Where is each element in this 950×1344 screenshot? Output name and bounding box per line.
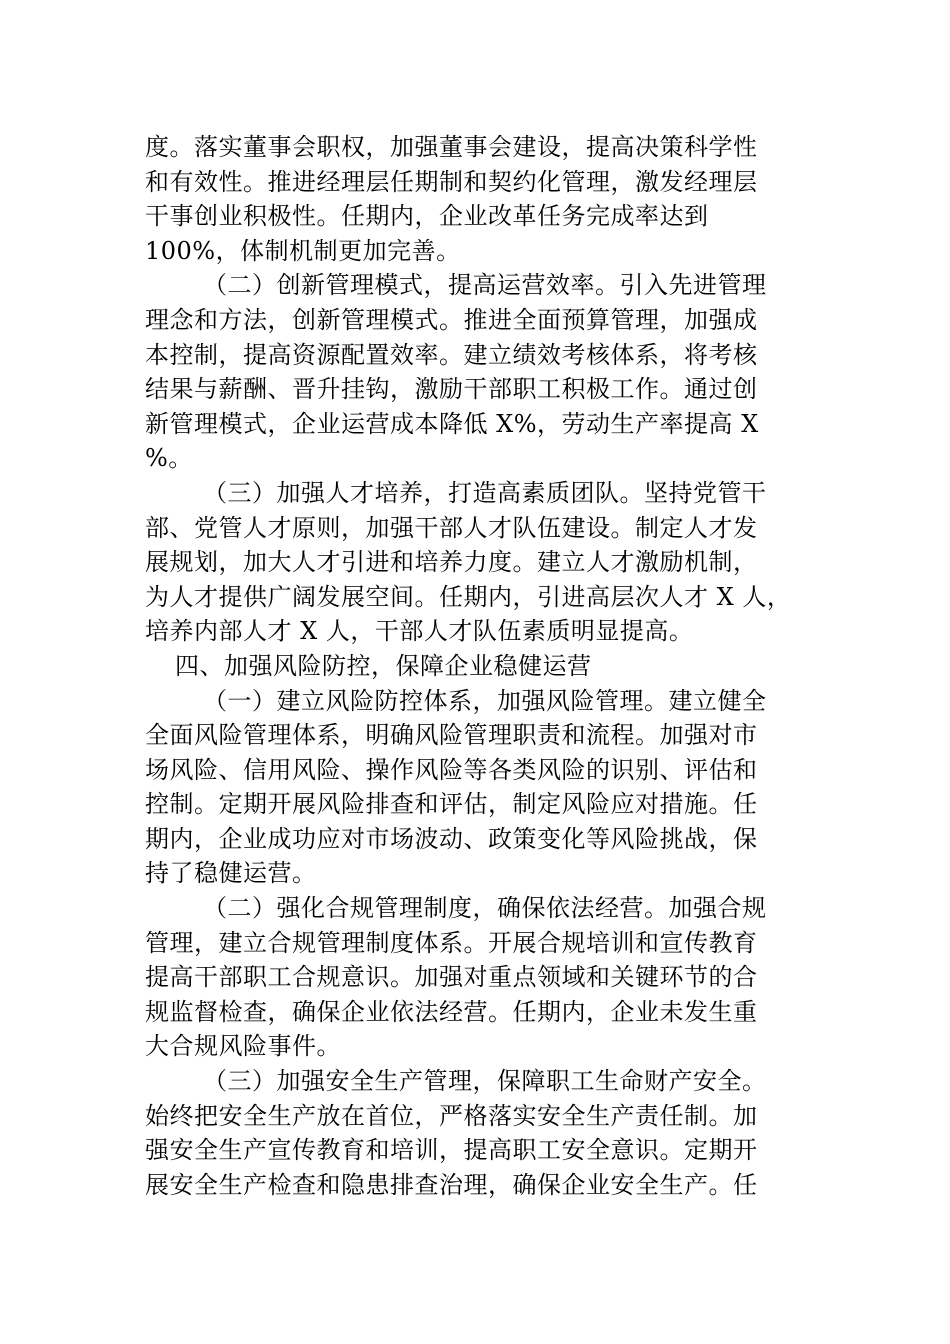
text-line: 控制。定期开展风险排查和评估，制定风险应对措施。任 (145, 790, 758, 819)
text-line: 强安全生产宣传教育和培训，提高职工安全意识。定期开 (145, 1136, 758, 1165)
text-line: 持了稳健运营。 (145, 859, 317, 888)
paragraph-first-line: （三）加强安全生产管理，保障职工生命财产安全。 (203, 1067, 767, 1096)
text-line: 大合规风险事件。 (145, 1032, 341, 1061)
text-line: 结果与薪酬、晋升挂钩，激励干部职工积极工作。通过创 (145, 375, 758, 404)
paragraph-first-line: （二）强化合规管理制度，确保依法经营。加强合规 (203, 894, 767, 923)
text-line: 管理，建立合规管理制度体系。开展合规培训和宣传教育 (145, 928, 758, 957)
paragraph-first-line: （三）加强人才培养，打造高素质团队。坚持党管干 (203, 478, 767, 507)
text-line: 展规划，加大人才引进和培养力度。建立人才激励机制， (145, 548, 758, 577)
paragraph-first-line: （一）建立风险防控体系，加强风险管理。建立健全 (203, 686, 767, 715)
text-line: 100%，体制机制更加完善。 (145, 236, 461, 265)
text-line: 为人才提供广阔发展空间。任期内，引进高层次人才 X 人， (145, 582, 792, 611)
section-heading: 四、加强风险防控，保障企业稳健运营 (175, 651, 592, 680)
text-line: 规监督检查，确保企业依法经营。任期内，企业未发生重 (145, 997, 758, 1026)
text-line: 干事创业积极性。任期内，企业改革任务完成率达到 (145, 202, 709, 231)
text-line: 始终把安全生产放在首位，严格落实安全生产责任制。加 (145, 1101, 758, 1130)
document-body (145, 130, 810, 1202)
text-line: 提高干部职工合规意识。加强对重点领域和关键环节的合 (145, 963, 758, 992)
text-line: %。 (145, 444, 193, 473)
text-line: 展安全生产检查和隐患排查治理，确保企业安全生产。任 (145, 1170, 758, 1199)
text-line: 期内，企业成功应对市场波动、政策变化等风险挑战，保 (145, 824, 758, 853)
text-line: 部、党管人才原则，加强干部人才队伍建设。制定人才发 (145, 513, 758, 542)
text-line: 培养内部人才 X 人，干部人才队伍素质明显提高。 (145, 617, 694, 646)
text-line: 理念和方法，创新管理模式。推进全面预算管理，加强成 (145, 305, 758, 334)
text-line: 场风险、信用风险、操作风险等各类风险的识别、评估和 (145, 755, 758, 784)
text-line: 本控制，提高资源配置效率。建立绩效考核体系，将考核 (145, 340, 758, 369)
text-line: 全面风险管理体系，明确风险管理职责和流程。加强对市 (145, 721, 758, 750)
text-line: 新管理模式，企业运营成本降低 X%，劳动生产率提高 X (145, 409, 759, 438)
text-line: 和有效性。推进经理层任期制和契约化管理，激发经理层 (145, 167, 758, 196)
paragraph-first-line: （二）创新管理模式，提高运营效率。引入先进管理 (203, 271, 767, 300)
text-line: 度。落实董事会职权，加强董事会建设，提高决策科学性 (145, 133, 758, 161)
